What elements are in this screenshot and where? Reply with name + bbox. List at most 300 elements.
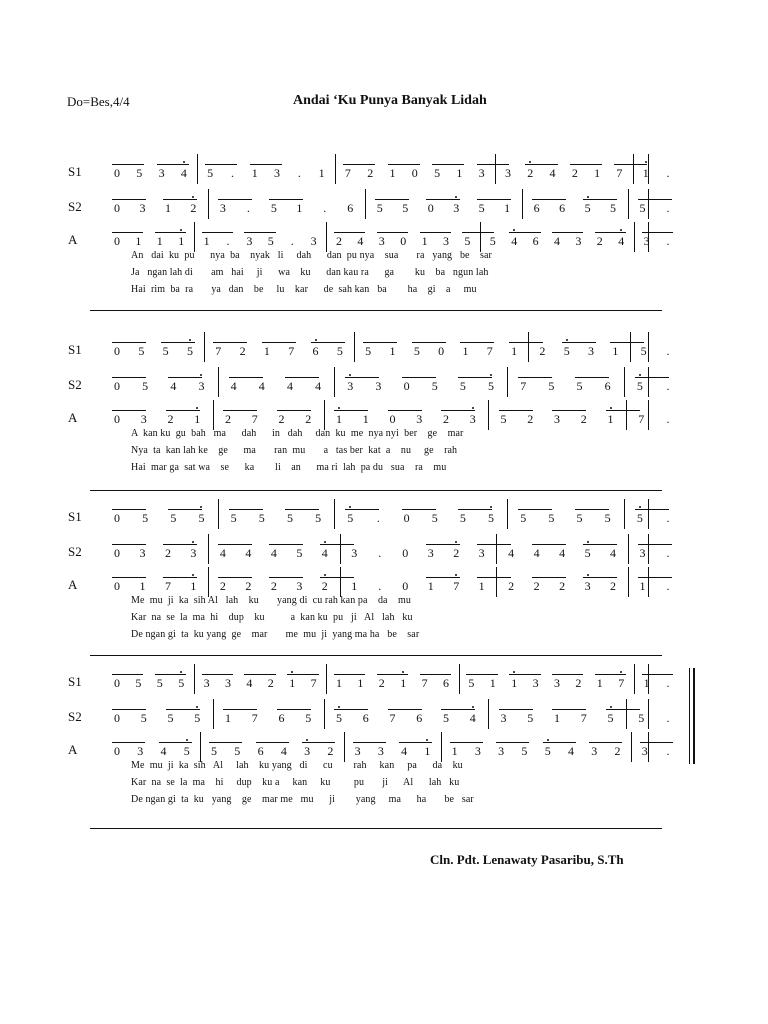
beam bbox=[466, 674, 497, 675]
note: 7 bbox=[344, 166, 351, 180]
note: 2 bbox=[239, 344, 246, 358]
note: 4 bbox=[315, 379, 322, 393]
note: 7 bbox=[580, 711, 587, 725]
note: 5 bbox=[478, 201, 485, 215]
note: 5 bbox=[468, 676, 475, 690]
note: 2 bbox=[508, 579, 515, 593]
beam bbox=[614, 164, 646, 165]
note: 0 bbox=[114, 344, 120, 358]
beam bbox=[159, 742, 192, 743]
note: 3 bbox=[443, 234, 449, 248]
octave-dot bbox=[324, 541, 326, 543]
note: 3 bbox=[500, 711, 507, 725]
note: 4 bbox=[170, 379, 177, 393]
note: 7 bbox=[251, 412, 258, 426]
barline bbox=[197, 154, 198, 184]
system-separator bbox=[90, 655, 662, 656]
barline bbox=[628, 567, 629, 597]
note: 3 bbox=[304, 744, 311, 758]
note: 1 bbox=[289, 676, 296, 690]
lyric-line-1: Me mu ji ka sih Al lah ku yang di cu rah kan pa da mu bbox=[131, 595, 411, 606]
note: 4 bbox=[245, 546, 252, 560]
note: 5 bbox=[548, 379, 555, 393]
octave-dot bbox=[291, 671, 293, 673]
beam bbox=[343, 164, 375, 165]
note: 2 bbox=[321, 579, 328, 593]
barline bbox=[208, 189, 209, 219]
barline bbox=[496, 534, 497, 564]
final-barline bbox=[648, 732, 649, 762]
beam bbox=[642, 232, 673, 233]
lyric-line-1: Me mu ji ka sih Al lah ku yang di cu rah kan pa da ku bbox=[131, 760, 463, 771]
barline bbox=[628, 189, 629, 219]
note: 7 bbox=[486, 344, 493, 358]
beam bbox=[458, 509, 492, 510]
barline bbox=[495, 154, 496, 184]
note: 3 bbox=[219, 201, 226, 215]
voice-label-s1: S1 bbox=[68, 674, 82, 689]
beam bbox=[112, 544, 146, 545]
octave-dot bbox=[196, 706, 198, 708]
note: 5 bbox=[365, 344, 372, 358]
note: 5 bbox=[376, 201, 383, 215]
beam bbox=[112, 709, 146, 710]
note: 2 bbox=[164, 546, 171, 560]
song-title: Andai ‘Ku Punya Banyak Lidah bbox=[293, 93, 487, 108]
note: 3 bbox=[643, 234, 650, 248]
beam bbox=[353, 742, 386, 743]
note: 3 bbox=[310, 234, 317, 248]
beam bbox=[477, 577, 511, 578]
barline bbox=[626, 400, 627, 430]
octave-dot bbox=[338, 706, 340, 708]
barline bbox=[194, 222, 195, 252]
octave-dot bbox=[513, 229, 515, 231]
beam bbox=[155, 232, 186, 233]
beam bbox=[420, 232, 451, 233]
note: 3 bbox=[588, 344, 595, 358]
note: 5 bbox=[136, 166, 143, 180]
note: 2 bbox=[190, 201, 197, 215]
beam bbox=[638, 544, 672, 545]
note: 2 bbox=[443, 412, 449, 426]
note: 3 bbox=[469, 412, 476, 426]
note: 5 bbox=[639, 201, 646, 215]
note: . bbox=[666, 579, 670, 593]
note: 4 bbox=[559, 546, 566, 560]
note: 0 bbox=[114, 579, 120, 593]
beam bbox=[157, 164, 189, 165]
beam bbox=[377, 674, 408, 675]
note: 3 bbox=[198, 379, 205, 393]
octave-dot bbox=[200, 374, 202, 376]
note: 0 bbox=[403, 511, 410, 525]
note: 1 bbox=[139, 579, 146, 593]
lyric-line-3: De ngan gi ta ku yang ge mar me mu ji yang ma ha be sar bbox=[131, 629, 420, 640]
note: 3 bbox=[591, 744, 598, 758]
octave-dot bbox=[192, 574, 194, 576]
note: 1 bbox=[596, 676, 603, 690]
note: 4 bbox=[321, 546, 328, 560]
lyric-line-3: Hai rim ba ra ya dan be lu kar de sah kan ba ha gi a mu bbox=[131, 284, 477, 295]
note: 7 bbox=[618, 676, 625, 690]
lyric-line-3: De ngan gi ta ku yang ge mar me mu ji yang ma ha be sar bbox=[131, 794, 474, 805]
note: 7 bbox=[421, 676, 428, 690]
octave-dot bbox=[338, 407, 340, 409]
note: 2 bbox=[453, 546, 460, 560]
note: 2 bbox=[225, 412, 231, 426]
note: 5 bbox=[464, 234, 471, 248]
note: 1 bbox=[427, 579, 434, 593]
beam bbox=[458, 377, 492, 378]
note: 2 bbox=[367, 166, 374, 180]
beam bbox=[606, 410, 640, 411]
note: 5 bbox=[584, 546, 591, 560]
beam bbox=[311, 342, 345, 343]
beam bbox=[218, 544, 252, 545]
beam bbox=[213, 342, 247, 343]
beam bbox=[552, 674, 583, 675]
lyric-line-2: Kar na se la ma hi dup ku a kan ku pu ji Al lah ku bbox=[131, 612, 413, 623]
octave-dot bbox=[610, 706, 612, 708]
note: . bbox=[666, 166, 670, 180]
note: 3 bbox=[351, 546, 358, 560]
note: 5 bbox=[198, 511, 205, 525]
note: 5 bbox=[194, 711, 201, 725]
beam bbox=[112, 232, 143, 233]
note: 1 bbox=[135, 234, 142, 248]
beam bbox=[460, 342, 494, 343]
beam bbox=[163, 544, 197, 545]
note: 5 bbox=[183, 744, 190, 758]
note: 0 bbox=[427, 201, 434, 215]
note: . bbox=[666, 711, 670, 725]
octave-dot bbox=[180, 229, 182, 231]
note: . bbox=[666, 344, 670, 358]
barline bbox=[528, 332, 529, 362]
barline bbox=[633, 154, 634, 184]
beam bbox=[388, 410, 422, 411]
final-barline bbox=[648, 189, 649, 219]
note: 3 bbox=[190, 546, 197, 560]
note: 1 bbox=[263, 344, 270, 358]
beam bbox=[287, 674, 318, 675]
final-barline bbox=[648, 567, 649, 597]
beam bbox=[269, 199, 303, 200]
note: 1 bbox=[456, 166, 463, 180]
beam bbox=[209, 742, 242, 743]
note: 1 bbox=[336, 412, 342, 426]
note: 7 bbox=[215, 344, 222, 358]
note: 2 bbox=[559, 579, 566, 593]
beam bbox=[345, 509, 379, 510]
beam bbox=[562, 342, 596, 343]
octave-dot bbox=[186, 739, 188, 741]
beam bbox=[363, 342, 397, 343]
note: 5 bbox=[636, 511, 643, 525]
note: 0 bbox=[114, 546, 120, 560]
beam bbox=[525, 164, 557, 165]
note: 5 bbox=[296, 546, 303, 560]
note: 4 bbox=[618, 234, 625, 248]
beam bbox=[509, 342, 543, 343]
beam bbox=[163, 199, 197, 200]
barline bbox=[334, 367, 335, 397]
note: 1 bbox=[478, 579, 485, 593]
octave-dot bbox=[455, 196, 457, 198]
note: 1 bbox=[336, 676, 342, 690]
note: 3 bbox=[639, 546, 646, 560]
note: . bbox=[378, 579, 382, 593]
beam bbox=[205, 164, 237, 165]
note: 5 bbox=[336, 711, 342, 725]
note: 7 bbox=[520, 379, 527, 393]
note: 4 bbox=[401, 744, 408, 758]
note: 0 bbox=[114, 511, 120, 525]
note: 4 bbox=[219, 546, 226, 560]
beam bbox=[112, 199, 146, 200]
barline bbox=[634, 664, 635, 694]
note: 4 bbox=[258, 379, 265, 393]
note: 0 bbox=[402, 546, 409, 560]
beam bbox=[377, 232, 408, 233]
note: 1 bbox=[642, 166, 649, 180]
note: 5 bbox=[584, 201, 591, 215]
note: 6 bbox=[257, 744, 264, 758]
beam bbox=[450, 742, 483, 743]
note: 2 bbox=[336, 234, 342, 248]
barline bbox=[213, 699, 214, 729]
note: 0 bbox=[438, 344, 445, 358]
note: 5 bbox=[576, 511, 583, 525]
note: 6 bbox=[532, 234, 539, 248]
beam bbox=[638, 577, 672, 578]
beam bbox=[638, 199, 672, 200]
note: 3 bbox=[246, 234, 253, 248]
note: 6 bbox=[443, 676, 449, 690]
note: 5 bbox=[230, 511, 237, 525]
lyric-line-3: Hai mar ga sat wa se ka li an ma ri lah pa du sua ra mu bbox=[131, 462, 447, 473]
final-barline bbox=[648, 699, 649, 729]
note: 3 bbox=[504, 166, 511, 180]
note: 5 bbox=[610, 201, 617, 215]
final-barline bbox=[648, 332, 649, 362]
beam bbox=[420, 674, 451, 675]
beam bbox=[334, 410, 368, 411]
octave-dot bbox=[587, 196, 589, 198]
note: 3 bbox=[554, 412, 560, 426]
note: 3 bbox=[584, 579, 591, 593]
note: 1 bbox=[421, 234, 428, 248]
note: 5 bbox=[142, 379, 149, 393]
barline bbox=[488, 699, 489, 729]
barline bbox=[459, 664, 460, 694]
note: 3 bbox=[498, 744, 505, 758]
octave-dot bbox=[349, 506, 351, 508]
barline bbox=[326, 664, 327, 694]
octave-dot bbox=[620, 229, 622, 231]
note: 5 bbox=[500, 412, 507, 426]
note: 5 bbox=[138, 344, 145, 358]
final-barline bbox=[648, 222, 649, 252]
note: 5 bbox=[527, 711, 534, 725]
beam bbox=[532, 544, 566, 545]
beam bbox=[112, 674, 143, 675]
barline bbox=[480, 222, 481, 252]
note: 1 bbox=[351, 579, 358, 593]
note: 7 bbox=[310, 676, 317, 690]
note: 4 bbox=[180, 166, 187, 180]
beam bbox=[595, 674, 626, 675]
octave-dot bbox=[200, 506, 202, 508]
note: 3 bbox=[139, 201, 146, 215]
octave-dot bbox=[639, 506, 641, 508]
note: 5 bbox=[520, 511, 527, 525]
note: . bbox=[226, 234, 230, 248]
note: 3 bbox=[474, 744, 481, 758]
note: 1 bbox=[194, 412, 201, 426]
final-barline bbox=[648, 534, 649, 564]
barline bbox=[208, 534, 209, 564]
note: 1 bbox=[639, 579, 646, 593]
barline bbox=[631, 732, 632, 762]
beam bbox=[441, 709, 475, 710]
note: 5 bbox=[459, 379, 466, 393]
note: 0 bbox=[114, 379, 120, 393]
note: 7 bbox=[616, 166, 623, 180]
barline bbox=[218, 499, 219, 529]
lyric-line-2: Ja ngan lah di am hai ji wa ku dan kau ra ga ku ba ngun lah bbox=[131, 267, 489, 278]
note: 2 bbox=[610, 579, 617, 593]
beam bbox=[595, 232, 626, 233]
beam bbox=[256, 742, 289, 743]
beam bbox=[552, 410, 586, 411]
beam bbox=[244, 232, 275, 233]
note: 4 bbox=[549, 166, 556, 180]
octave-dot bbox=[645, 161, 647, 163]
octave-dot bbox=[189, 339, 191, 341]
note: 5 bbox=[638, 711, 645, 725]
beam bbox=[112, 509, 146, 510]
note: 2 bbox=[305, 412, 312, 426]
note: 7 bbox=[453, 579, 460, 593]
beam bbox=[402, 509, 436, 510]
note: 2 bbox=[580, 412, 587, 426]
beam bbox=[552, 232, 583, 233]
note: 1 bbox=[462, 344, 469, 358]
note: 3 bbox=[532, 676, 539, 690]
barline bbox=[326, 222, 327, 252]
note: 5 bbox=[336, 344, 343, 358]
note: 1 bbox=[318, 166, 325, 180]
note: . bbox=[230, 166, 234, 180]
note: 0 bbox=[114, 166, 120, 180]
barline bbox=[208, 567, 209, 597]
octave-dot bbox=[513, 671, 515, 673]
note: . bbox=[666, 676, 670, 690]
octave-dot bbox=[196, 407, 198, 409]
barline bbox=[634, 222, 635, 252]
lyric-line-1: A kan ku gu bah ma dah in dah dan ku me nya nyi ber ge mar bbox=[131, 428, 464, 439]
beam bbox=[285, 377, 319, 378]
beam bbox=[112, 164, 144, 165]
note: 1 bbox=[511, 344, 518, 358]
beam bbox=[462, 232, 493, 233]
note: 3 bbox=[478, 546, 485, 560]
note: 3 bbox=[296, 579, 303, 593]
note: 5 bbox=[135, 676, 142, 690]
final-barline bbox=[648, 499, 649, 529]
note: 1 bbox=[178, 234, 185, 248]
note: 4 bbox=[533, 546, 540, 560]
voice-label-s1: S1 bbox=[68, 342, 82, 357]
note: 1 bbox=[251, 166, 258, 180]
note: 7 bbox=[251, 711, 258, 725]
note: 1 bbox=[203, 234, 210, 248]
note: 0 bbox=[114, 201, 120, 215]
beam bbox=[334, 709, 368, 710]
beam bbox=[606, 709, 640, 710]
note: 3 bbox=[641, 744, 648, 758]
beam bbox=[161, 342, 195, 343]
note: 3 bbox=[354, 744, 361, 758]
beam bbox=[112, 410, 146, 411]
note: 5 bbox=[234, 744, 241, 758]
note: 5 bbox=[636, 379, 643, 393]
octave-dot bbox=[547, 739, 549, 741]
beam bbox=[477, 164, 509, 165]
note: 3 bbox=[139, 546, 146, 560]
beam bbox=[155, 674, 186, 675]
octave-dot bbox=[349, 374, 351, 376]
note: 5 bbox=[489, 234, 496, 248]
beam bbox=[202, 674, 233, 675]
beam bbox=[302, 742, 335, 743]
note: 4 bbox=[270, 546, 277, 560]
note: 2 bbox=[278, 412, 285, 426]
octave-dot bbox=[529, 161, 531, 163]
note: 4 bbox=[610, 546, 617, 560]
octave-dot bbox=[620, 671, 622, 673]
note: 0 bbox=[114, 744, 120, 758]
beam bbox=[202, 232, 233, 233]
note: . bbox=[290, 234, 294, 248]
note: 1 bbox=[489, 676, 496, 690]
note: 3 bbox=[137, 744, 144, 758]
beam bbox=[496, 742, 529, 743]
beam bbox=[642, 674, 673, 675]
note: 5 bbox=[434, 166, 441, 180]
note: 2 bbox=[167, 412, 174, 426]
note: 0 bbox=[402, 579, 409, 593]
beam bbox=[218, 577, 252, 578]
note: 3 bbox=[378, 234, 385, 248]
barline bbox=[624, 367, 625, 397]
note: 4 bbox=[280, 744, 287, 758]
voice-label-s2: S2 bbox=[68, 709, 82, 724]
beam bbox=[575, 509, 609, 510]
beam bbox=[477, 199, 511, 200]
note: 5 bbox=[178, 676, 185, 690]
note: 5 bbox=[521, 744, 528, 758]
beam bbox=[320, 544, 354, 545]
note: . bbox=[666, 744, 670, 758]
barline bbox=[340, 534, 341, 564]
final-barline bbox=[648, 154, 649, 184]
end-barline bbox=[693, 668, 695, 764]
note: 3 bbox=[554, 676, 560, 690]
octave-dot bbox=[490, 506, 492, 508]
